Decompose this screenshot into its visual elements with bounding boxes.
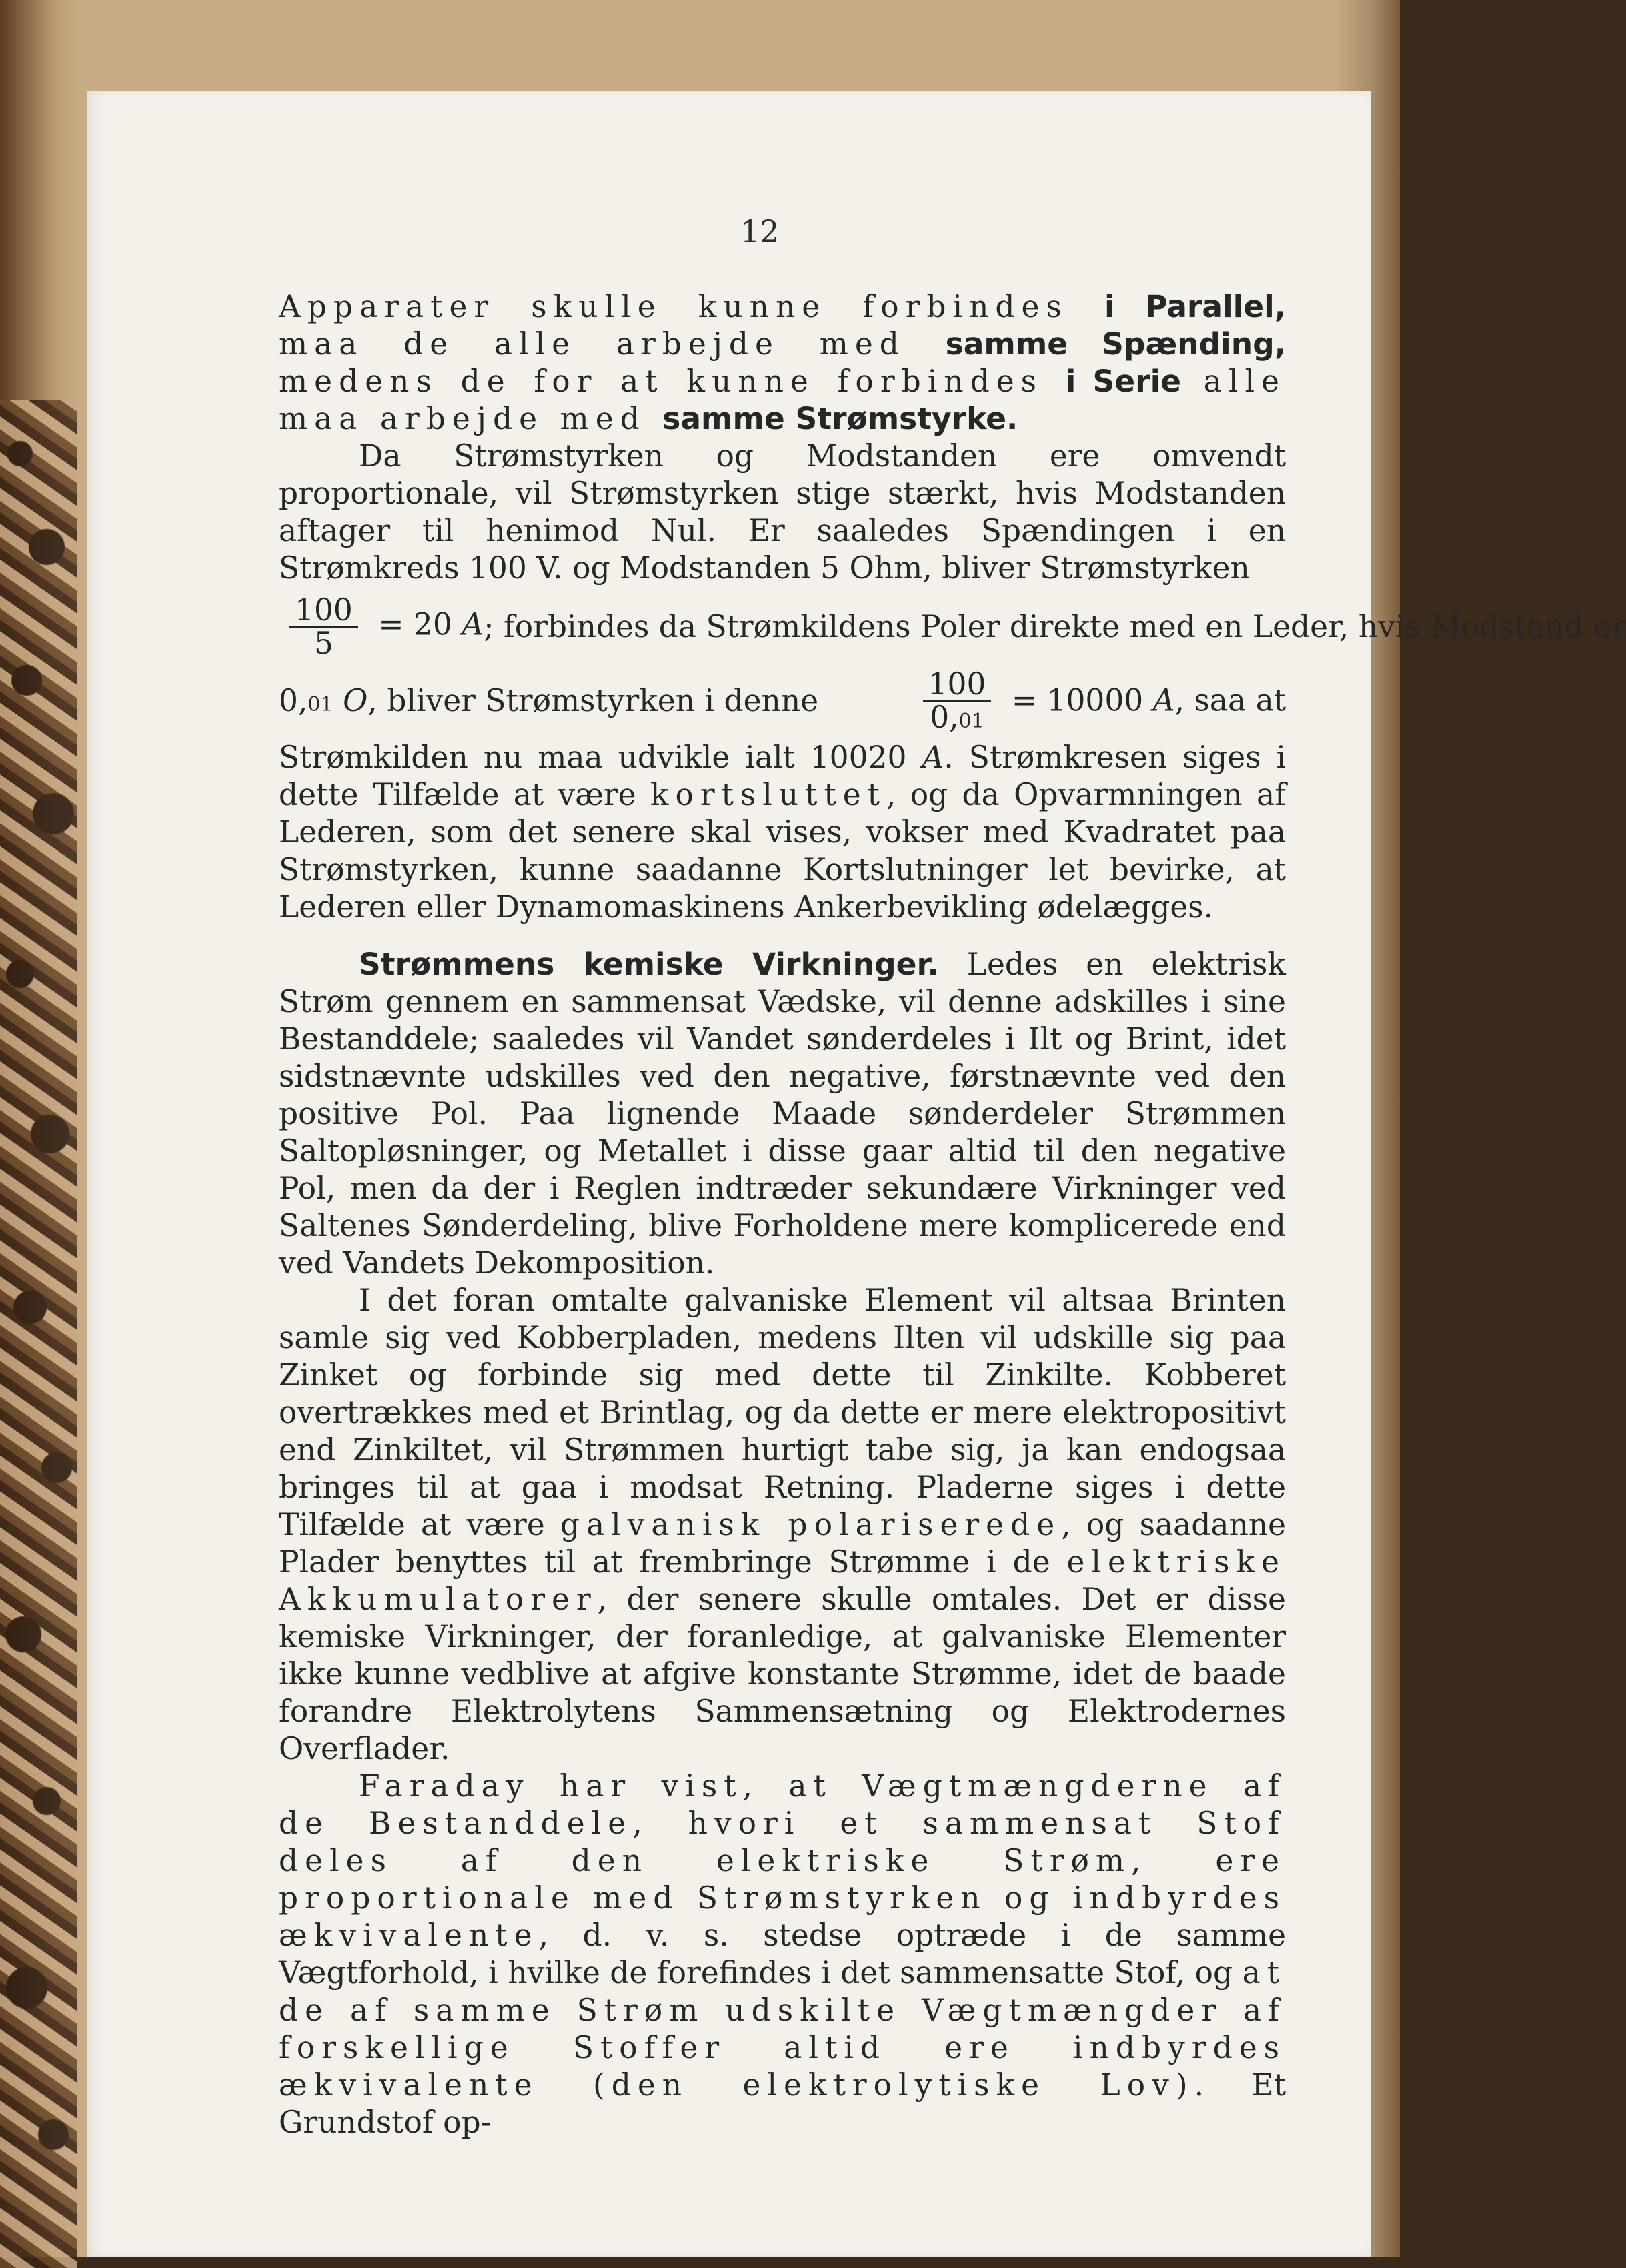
paragraph-3: Strømmens kemiske Virkninger. Ledes en elektrisk Strøm gennem en sammensat Vædske, vil denne adskilles i sine Bestanddele; saaledes vil Vandet sønderdeles i Ilt og Brint, idet sidstnævnte udskilles ved den negative, førstnævnte ved den positive Pol. Paa lignende Maade sønderdeler Strømmen Saltopløsninger, og Metallet i disse gaar altid til den negative Pol, men da der i Reglen indtræder sekundære Virkninger ved Saltenes Sønderdeling, blive Forholdene mere komplicerede end ved Vandets Dekomposition. <box>279 947 1286 1281</box>
paragraph-1: Apparater skulle kunne forbindes i Parallel, maa de alle arbejde med samme Spænding, medens de for at kunne forbindes i Serie alle maa arbejde med samme Strømstyrke. <box>279 289 1286 436</box>
paragraph-5: Faraday har vist, at Vægtmængderne af de Bestanddele, hvori et sammensat Stof deles af den elektriske Strøm, ere proportionale med Strømstyrken og indbyrdes ækvivalente, d. v. s. stedse optræde i de samme Vægtforhold, i hvilke de forefindes i det sammensatte Stof, og at de af samme Strøm udskilte Vægtmængder af forskellige Stoffer altid ere indbyrdes ækvivalente (den elektrolytiske Lov). Et Grundstof op- <box>279 1768 1286 2140</box>
fraction-100-over-001: $\frac{100}{0,01}$ <box>923 668 992 738</box>
term-galvanisk-polariserede: galvanisk polariserede <box>560 1507 1062 1542</box>
equation-row-2: 0,01 O, bliver Strømstyrken i denne $\frac{100}{0,01}$ = 10000 A, saa at <box>279 667 1286 739</box>
term-samme-stromstyrke: samme Strømstyrke. <box>662 401 1018 436</box>
equation-row-1: $\frac{100}{5}$ = 20 A ; forbindes da Strømkildens Poler direkte med en Leder, hvis Modstand er <box>279 591 1286 663</box>
term-elektrolytiske-lov: at de af samme Strøm udskilte Vægtmængder af forskellige Stoffer altid ere indbyrdes ækvivalente (den elektrolytiske Lov) <box>279 1955 1286 2103</box>
fraction-100-over-5: $\frac{100}{5}$ <box>289 594 358 660</box>
body-text <box>279 288 1626 2141</box>
term-samme-spaending: samme Spænding, <box>945 326 1286 362</box>
paragraph-2: Da Strømstyrken og Modstanden ere omvendt proportionale, vil Strømstyrken stige stærkt, hvis Modstanden aftager til henimod Nul. Er saaledes Spændingen i en Strømkreds 100 V. og Modstanden 5 Ohm, bliver Strømstyrken <box>279 438 1286 586</box>
term-kortsluttet: kortsluttet <box>650 777 886 812</box>
section-heading: Strømmens kemiske Virkninger. <box>359 947 939 982</box>
term-elektriske-akkumulatorer: elektriske Akkumulatorer <box>279 1544 1286 1617</box>
term-serie: i Serie <box>1065 364 1182 399</box>
paragraph-2-continued: Strømkilden nu maa udvikle ialt 10020 A. Strømkresen siges i dette Tilfælde at være kortsluttet, og da Opvarmningen af Lederen, som det senere skal vises, vokser med Kvadratet paa Strømstyrken, kunne saadanne Kortslutninger let bevirke, at Lederen eller Dynamomaskinens Ankerbevikling ødelægges. <box>279 740 1287 925</box>
paragraph-4: I det foran omtalte galvaniske Element vil altsaa Brinten samle sig ved Kobberpladen, medens Ilten vil udskille sig paa Zinket og forbinde sig med dette til Zinkilte. Kobberet overtrækkes med et Brintlag, og da dette er mere elektropositivt end Zinkiltet, vil Strømmen hurtigt tabe sig, ja kan endogsaa bringes til at gaa i modsat Retning. Pladerne siges i dette Tilfælde at være galvanisk polariserede, og saadanne Plader benyttes til at frembringe Strømme i de elektriske Akkumulatorer, der senere skulle omtales. Det er disse kemiske Virkninger, der foranledige, at galvaniske Elementer ikke kunne vedblive at afgive konstante Strømme, idet de baade forandre Elektrolytens Sammensætning og Elektrodernes Overflader. <box>279 1283 1286 1766</box>
term-parallel: i Parallel, <box>1104 289 1286 324</box>
page-number: 12 <box>740 213 780 249</box>
marbled-binding <box>0 400 77 2268</box>
